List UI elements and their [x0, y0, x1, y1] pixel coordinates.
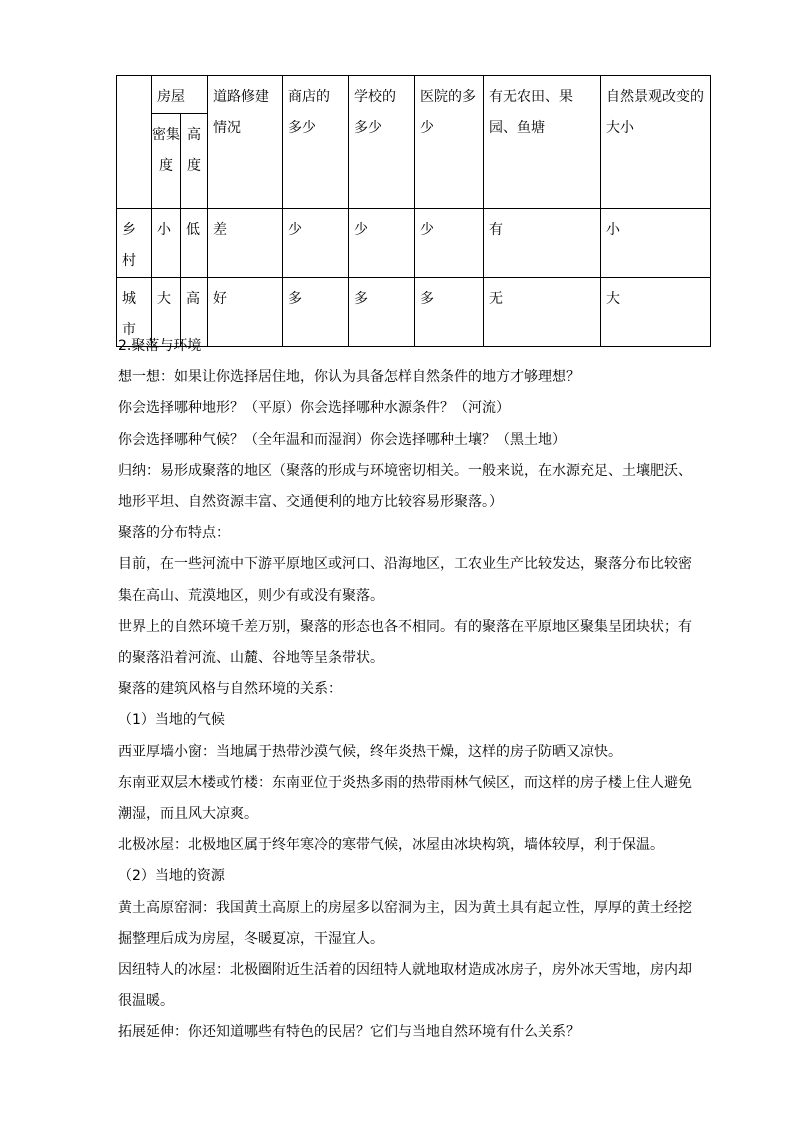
cell-road: 好 [208, 278, 283, 347]
table-row [117, 209, 711, 278]
cell-farmland: 有 [484, 209, 601, 278]
paragraph: 拓展延伸：你还知道哪些有特色的民居？它们与当地自然环境有什么关系？ [118, 1024, 580, 1041]
cell-hospitals: 少 [415, 209, 484, 278]
row-label: 乡村 [117, 209, 152, 278]
paragraph: 黄土高原窑洞：我国黄土高原上的房屋多以窑洞为主，因为黄土具有起立性，厚厚的黄土经挖掘整理后成为房屋，冬暖夏凉，干湿宜人。 [118, 899, 692, 947]
cell-density: 大 [152, 278, 181, 347]
header-landscape: 自然景观改变的大小 [601, 76, 711, 209]
cell-schools: 少 [349, 209, 415, 278]
paragraph: 你会选择哪种气候？（全年温和而湿润）你会选择哪种土壤？（黑土地） [118, 431, 566, 448]
cell-road: 差 [208, 209, 283, 278]
cell-schools: 多 [349, 278, 415, 347]
paragraph: 归纳：易形成聚落的地区（聚落的形成与环境密切相关。一般来说，在水源充足、土壤肥沃、地形平坦、自然资源丰富、交通便利的地方比较容易形聚落。） [118, 462, 692, 511]
header-schools: 学校的多少 [349, 76, 415, 209]
paragraph: 聚落的分布特点： [118, 525, 230, 542]
header-hospitals: 医院的多少 [415, 76, 484, 209]
cell-hospitals: 多 [415, 278, 484, 347]
paragraph: 因纽特人的冰屋：北极圈附近生活着的因纽特人就地取材造成冰房子，房外冰天雪地，房内却很温暖。 [118, 962, 692, 1010]
cell-height: 低 [181, 209, 208, 278]
cell-farmland: 无 [484, 278, 601, 347]
paragraph: 想一想：如果让你选择居住地，你认为具备怎样自然条件的地方才够理想？ [118, 369, 580, 386]
cell-landscape: 小 [601, 209, 711, 278]
header-shops: 商店的多少 [283, 76, 349, 209]
paragraph: 东南亚双层木楼或竹楼：东南亚位于炎热多雨的热带雨林气候区，而这样的房子楼上住人避免潮湿，而且风大凉爽。 [118, 774, 692, 823]
village-city-comparison-table [116, 75, 711, 347]
subheading: （2）当地的资源 [118, 868, 225, 885]
header-density: 密集度 [152, 114, 181, 209]
paragraph: 世界上的自然环境千差万别，聚落的形态也各不相同。有的聚落在平原地区聚集呈团块状；有的聚落沿着河流、山麓、谷地等呈条带状。 [118, 618, 692, 667]
subheading: （1）当地的气候 [118, 712, 225, 729]
header-road: 道路修建情况 [208, 76, 283, 209]
cell-height: 高 [181, 278, 208, 347]
paragraph: 你会选择哪种地形？（平原）你会选择哪种水源条件？（河流） [118, 400, 510, 417]
paragraph: 聚落的建筑风格与自然环境的关系： [118, 681, 342, 698]
section-title: 2.聚落与环境 [118, 338, 202, 354]
header-height: 高度 [181, 114, 208, 209]
paragraph: 西亚厚墙小窗：当地属于热带沙漠气候，终年炎热干燥，这样的房子防晒又凉快。 [118, 743, 622, 760]
paragraph: 目前，在一些河流中下游平原地区或河口、沿海地区，工农业生产比较发达，聚落分布比较密集在高山、荒漠地区，则少有或没有聚落。 [118, 556, 692, 604]
body-text [118, 331, 694, 1049]
header-farmland: 有无农田、果园、鱼塘 [484, 76, 601, 209]
row-label: 城市 [117, 278, 152, 347]
header-house: 房屋 [152, 76, 208, 114]
cell-shops: 少 [283, 209, 349, 278]
cell-shops: 多 [283, 278, 349, 347]
cell-density: 小 [152, 209, 181, 278]
cell-landscape: 大 [601, 278, 711, 347]
corner-cell [117, 76, 152, 209]
paragraph: 北极冰屋：北极地区属于终年寒冷的寒带气候，冰屋由冰块构筑，墙体较厚，利于保温。 [118, 837, 664, 854]
